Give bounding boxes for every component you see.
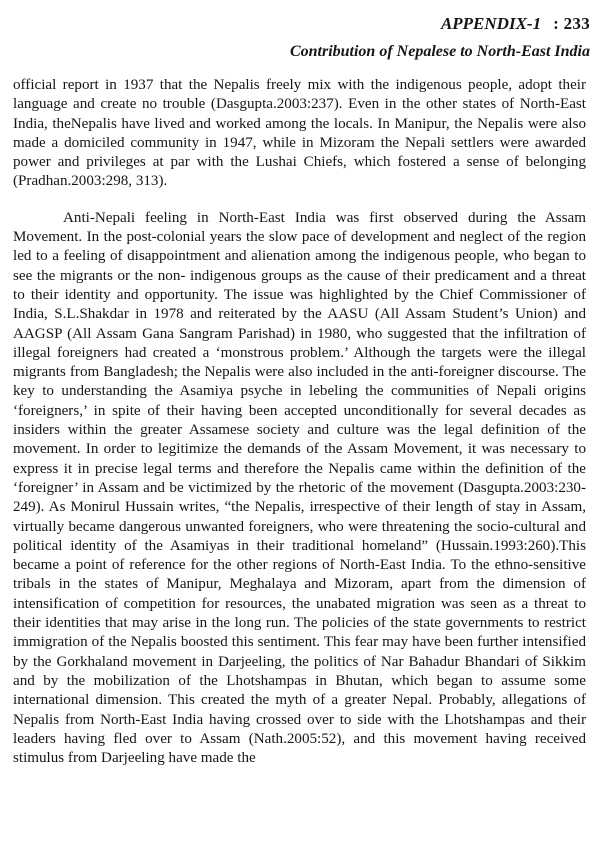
- paragraph-continuation: official report in 1937 that the Nepalis freely mix with the indigenous people, adopt their language and create no trouble (Dasgupta.2003:237). Even in the other states of North-East India, theNepalis have lived and worked among the locals. In Manipur, the Nepalis were also made a domiciled community in 1947, while in Mizoram the Nepali settlers were awarded power and privileges at par with the Lushai Chiefs, which fostered a sense of belonging (Pradhan.2003:298, 313).: [13, 77, 586, 190]
- appendix-label: APPENDIX-1: [440, 14, 542, 33]
- running-head: [0, 14, 590, 60]
- chapter-title: Contribution of Nepalese to North-East India: [289, 43, 590, 60]
- page-number: : 233: [553, 14, 590, 33]
- appendix-heading-line: [0, 14, 590, 34]
- paragraph-anti-nepali-feeling: Anti-Nepali feeling in North-East India was first observed during the Assam Movement. In the post-colonial years the slow pace of development and neglect of the region led to a feeling of disappointment and alienation among the indigenous people, who began to see the migrants or the non- indigenous groups as the cause of their predicament and a threat to their identity and opportunity. The issue was highlighted by the Chief Commissioner of India, S.L.Shakdar in 1978 and reiterated by the AASU (All Assam Student’s Union) and AAGSP (All Assam Gana Sangram Parishad) in 1980, who suggested that the infiltration of illegal foreigners had created a ‘monstrous problem.’ Although the targets were the illegal migrants from Bangladesh; the Nepalis were also included in the anti-foreigner discourse. The key to understanding the Asamiya psyche in lebeling the communities of Nepali origins ‘foreigners,’ in spite of their having been accepted unconditionally for several decades as insiders within the greater Assamese society and culture was the legal definition of the movement. In order to legitimize the demands of the Assam Movement, it was necessary to express it in precise legal terms and therefore the Nepalis came within the definition of the ‘foreigner’ in Assam and be victimized by the rhetoric of the movement (Dasgupta.2003:230-249). As Monirul Hussain writes, “the Nepalis, irrespective of their length of stay in Assam, virtually became dangerous unwanted foreigners, who were threatening the socio-cultural and political identity of the Asamiyas in their traditional homeland” (Hussain.1993:260).This became a point of reference for the other regions of North-East India. To the ethno-sensitive tribals in the states of Manipur, Meghalaya and Mizoram, apart from the dimension of intensification of competition for resources, the unabated migration was seen as a threat to their identities that may arise in the long run. The policies of the state governments to restrict immigration of the Nepalis boosted this sentiment. This fear may have been further intensified by the Gorkhaland movement in Darjeeling, the politics of Nar Bahadur Bhandari of Sikkim and by the mobilization of the Lhotshampas in Bhutan, which began to assume some international dimension. This created the myth of a greater Nepal. Probably, allegations of Nepalis from North-East India having crossed over to side with the Lhotshampas and their leaders having fled over to Assam (Nath.2005:52), and this movement having received stimulus from Darjeeling have made the: [13, 209, 586, 767]
- body-text: [13, 76, 586, 768]
